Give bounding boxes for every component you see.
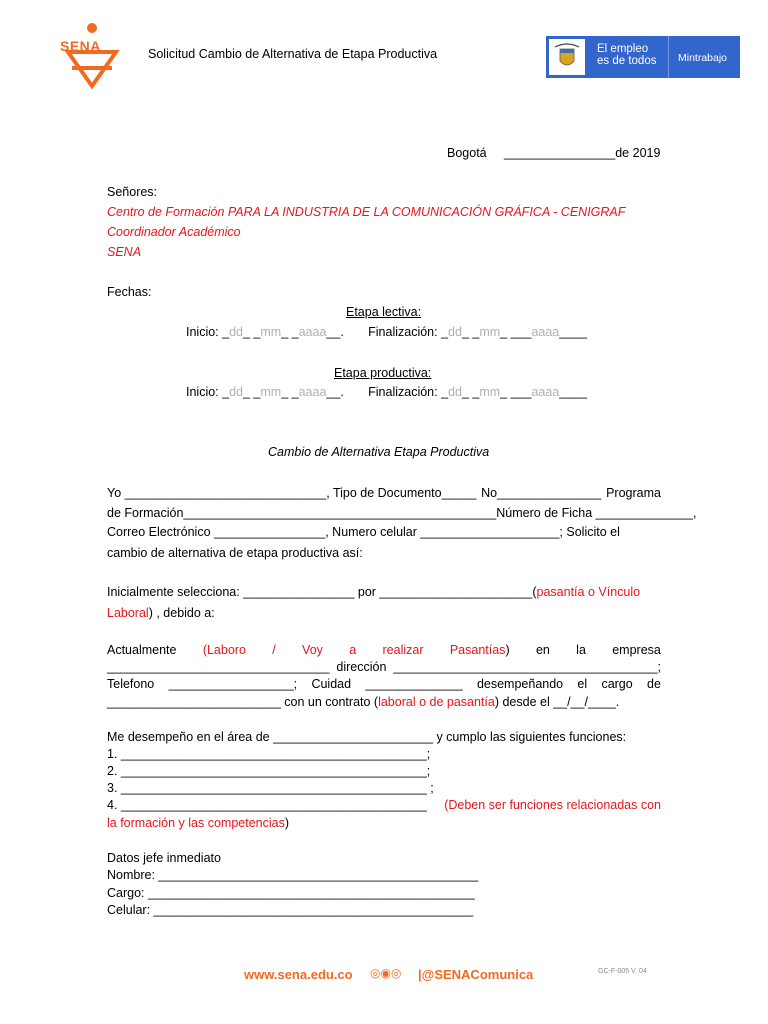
sena-logo-icon (58, 22, 130, 90)
date-line: Bogotá ________________de 2019 (447, 146, 661, 160)
function-item-1: 1. ____________________________________________; (107, 747, 431, 761)
etapa-productiva-dates: Inicio: _dd_ _mm_ _aaaa__. Finalización: _dd_ _mm_ ___aaaa____ (186, 385, 588, 399)
paragraph1-row2: de Formación_____________________________________________ Número de Ficha ______________, (107, 506, 697, 520)
paragraph1-row1: Yo _____________________________, Tipo de Documento_____ No_______________ Programa (107, 486, 661, 500)
addressee-sena: SENA (107, 245, 142, 259)
etapa-lectiva-dates: Inicio: _dd_ _mm_ _aaaa__. Finalización: _dd_ _mm_ ___aaaa____ (186, 325, 588, 339)
footer-social-handle[interactable]: |@SENAComunica (418, 967, 534, 982)
boss-cargo-field: Cargo: _______________________________________________ (107, 886, 475, 900)
sena-wordmark: SENA (60, 38, 101, 54)
section-title: Cambio de Alternativa Etapa Productiva (268, 445, 490, 459)
function-item-3: 3. ____________________________________________ ; (107, 781, 434, 795)
boss-name-field: Nombre: ______________________________________________ (107, 868, 479, 882)
paragraph2-row1: Inicialmente selecciona: ________________ por ______________________(pasantía o Vínculo (107, 585, 641, 599)
dates-label: Fechas: (107, 285, 152, 299)
function-item-4: 4. ____________________________________________ (Deben ser funciones relacionadas con (107, 798, 661, 812)
paragraph1-row3: Correo Electrónico ________________, Numero celular ____________________; Solicito el (107, 525, 620, 539)
paragraph1-row4: cambio de alternativa de etapa productiva así: (107, 546, 363, 560)
etapa-lectiva-title: Etapa lectiva: (346, 305, 422, 319)
banner-divider (668, 36, 669, 78)
paragraph3-row4: _________________________ con un contrato (laboral o de pasantía) desde el __/__/____. (107, 695, 620, 709)
etapa-productiva-title: Etapa productiva: (334, 366, 432, 380)
addressee-coordinator: Coordinador Académico (107, 225, 241, 239)
addressee-center: Centro de Formación PARA LA INDUSTRIA DE LA COMUNICACIÓN GRÁFICA - CENIGRAF (107, 205, 626, 219)
boss-celular-field: Celular: ______________________________________________ (107, 903, 474, 917)
footer-website-link[interactable]: www.sena.edu.co (244, 967, 353, 982)
document-code: GC-F-005 V. 04 (598, 968, 647, 975)
paragraph3-row2: ________________________________ dirección ______________________________________; (107, 660, 661, 674)
colombia-coat-of-arms-icon (549, 39, 585, 75)
boss-title: Datos jefe inmediato (107, 851, 221, 865)
banner-slogan: El empleo es de todos (597, 43, 657, 67)
function-item-4-note: la formación y las competencias) (107, 816, 290, 830)
social-media-icon: ◎◉◎ (370, 966, 402, 980)
functions-intro: Me desempeño en el área de _______________________ y cumplo las siguientes funciones: (107, 730, 627, 744)
function-item-2: 2. ____________________________________________; (107, 764, 431, 778)
banner-ministry: Mintrabajo (678, 52, 728, 64)
salutation: Señores: (107, 185, 158, 199)
paragraph3-row1: Actualmente (Laboro / Voy a realizar Pasantías) en la empresa (107, 643, 661, 657)
document-title: Solicitud Cambio de Alternativa de Etapa Productiva (148, 47, 438, 61)
paragraph3-row3: Telefono __________________; Cuidad ______________ desempeñando el cargo de (107, 677, 661, 691)
paragraph2-row2: Laboral) , debido a: (107, 606, 215, 620)
